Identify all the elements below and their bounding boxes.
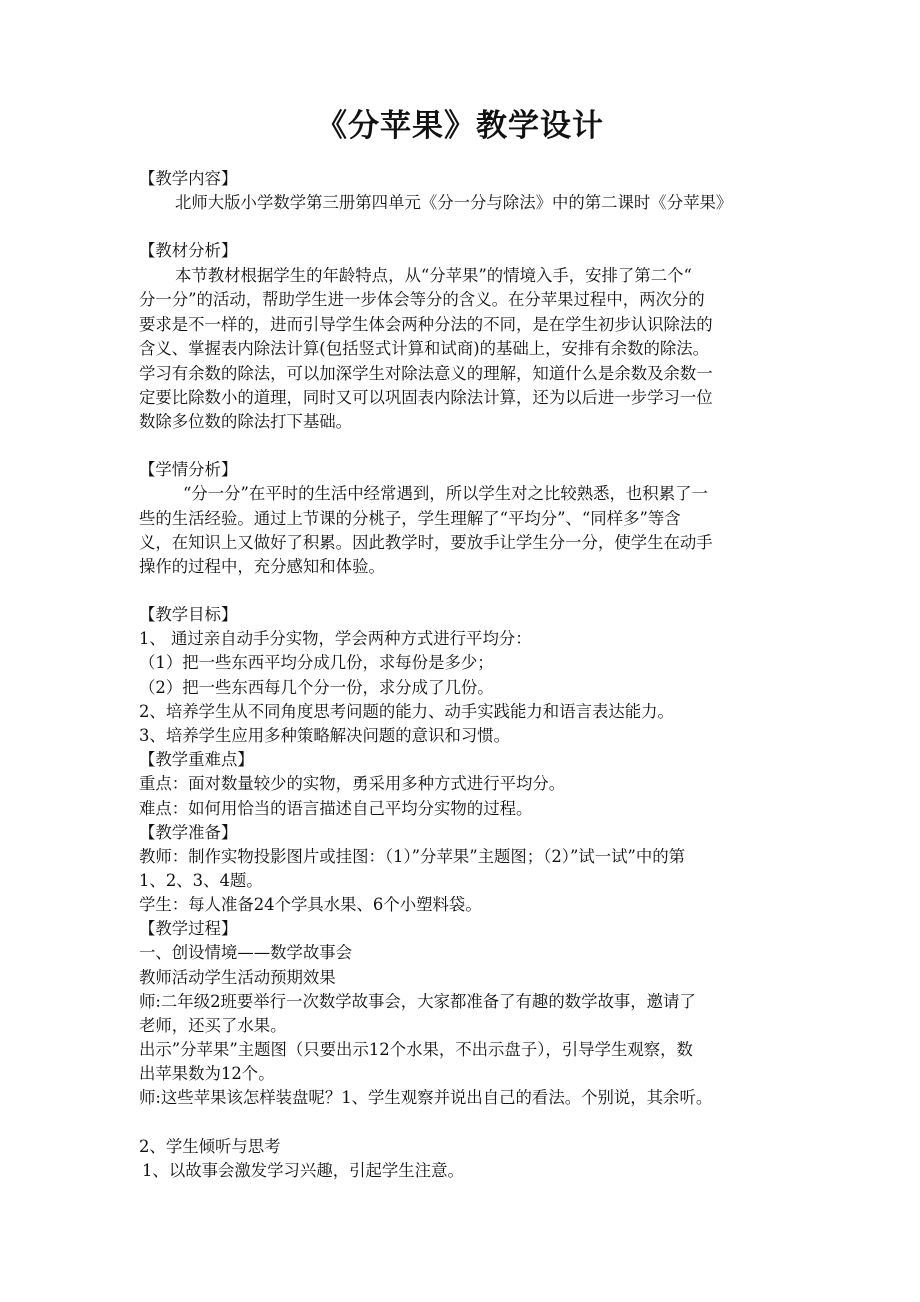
paragraph-line: 1、2、3、4题。 [139, 871, 263, 890]
paragraph-line: 师:二年级2班要举行一次数学故事会，大家都准备了有趣的数学故事，邀请了 [139, 992, 696, 1011]
paragraph-line: 学习有余数的除法，可以加深学生对除法意义的理解，知道什么是余数及余数一 [139, 364, 713, 383]
paragraph-line: 北师大版小学数学第三册第四单元《分一分与除法》中的第二课时《分苹果》 [175, 193, 733, 212]
paragraph-line: 定要比除数小的道理，同时又可以巩固表内除法计算，还为以后进一步学习一位 [139, 388, 713, 407]
paragraph-line: 出苹果数为12个。 [139, 1064, 275, 1083]
section-heading: 【学情分析】 [139, 460, 238, 479]
paragraph-line: 教师活动学生活动预期效果 [139, 968, 336, 987]
paragraph-line: 些的生活经验。通过上节课的分桃子，学生理解了“平均分”、“同样多”等含 [139, 509, 681, 528]
document-title: 《分苹果》教学设计 [316, 108, 604, 144]
paragraph-line: 一、创设情境——数学故事会 [139, 943, 353, 962]
section-heading: 【教学过程】 [139, 919, 238, 938]
paragraph-line: 重点：面对数量较少的实物，勇采用多种方式进行平均分。 [139, 774, 566, 793]
list-item: 2、培养学生从不同角度思考问题的能力、动手实践能力和语言表达能力。 [139, 702, 674, 721]
list-item: （2）把一些东西每几个分一份，求分成了几份。 [139, 678, 494, 697]
section-heading: 【教学目标】 [139, 605, 238, 624]
paragraph-line: 学生：每人准备24个学具水果、6个小塑料袋。 [139, 895, 482, 914]
paragraph-line: 本节教材根据学生的年龄特点，从“分苹果”的情境入手，安排了第二个“ [175, 266, 692, 285]
paragraph-line: 含义、掌握表内除法计算(包括竖式计算和试商)的基础上，安排有余数的除法。 [139, 339, 710, 358]
section-heading: 【教学内容】 [139, 169, 238, 188]
paragraph-line: “分一分”在平时的生活中经常遇到，所以学生对之比较熟悉，也积累了一 [183, 484, 708, 503]
paragraph-line: 1、以故事会激发学习兴趣，引起学生注意。 [142, 1161, 464, 1180]
paragraph-line: 老师，还买了水果。 [139, 1016, 287, 1035]
paragraph-line: 要求是不一样的，进而引导学生体会两种分法的不同，是在学生初步认识除法的 [139, 315, 713, 334]
list-item: （1）把一些东西平均分成几份，求每份是多少； [139, 653, 494, 672]
paragraph-line: 出示”分苹果”主题图（只要出示12个水果，不出示盘子），引导学生观察，数 [139, 1040, 693, 1059]
section-heading: 【教学重难点】 [139, 750, 254, 769]
paragraph-line: 操作的过程中，充分感知和体验。 [139, 557, 385, 576]
paragraph-line: 师:这些苹果该怎样装盘呢？1、学生观察并说出自己的看法。个别说，其余听。 [139, 1088, 713, 1107]
paragraph-line: 数除多位数的除法打下基础。 [139, 412, 353, 431]
paragraph-line: 难点：如何用恰当的语言描述自己平均分实物的过程。 [139, 799, 533, 818]
list-item: 1、 通过亲自动手分实物，学会两种方式进行平均分： [139, 629, 532, 648]
paragraph-line: 义，在知识上又做好了积累。因此教学时，要放手让学生分一分，使学生在动手 [139, 533, 713, 552]
list-item: 3、培养学生应用多种策略解决问题的意识和习惯。 [139, 726, 511, 745]
paragraph-line: 2、学生倾听与思考 [139, 1137, 281, 1156]
paragraph-line: 分一分”的活动，帮助学生进一步体会等分的含义。在分苹果过程中，两次分的 [139, 290, 705, 309]
section-heading: 【教材分析】 [139, 241, 238, 260]
paragraph-line: 教师：制作实物投影图片或挂图：（1）”分苹果”主题图；（2）”试一试”中的第 [139, 847, 686, 866]
section-heading: 【教学准备】 [139, 823, 238, 842]
